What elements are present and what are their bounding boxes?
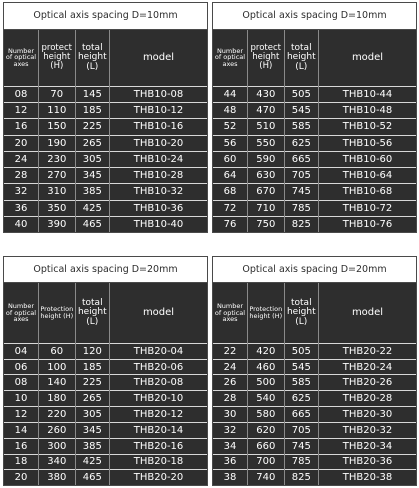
- cell-axes: 04: [4, 343, 39, 359]
- cell-protect-height: 150: [39, 119, 76, 135]
- cell-axes: 12: [4, 407, 39, 423]
- cell-protect-height: 180: [39, 391, 76, 407]
- cell-total-height: 505: [284, 343, 319, 359]
- cell-axes: 56: [213, 135, 248, 151]
- table-row: [4, 422, 207, 438]
- cell-protect-height: 550: [248, 135, 285, 151]
- header-model: model: [110, 29, 207, 86]
- header-model: model: [319, 29, 416, 86]
- table-row: [213, 135, 416, 151]
- table-body: [4, 343, 207, 485]
- cell-model: THB10-76: [319, 216, 416, 232]
- cell-protect-height: 420: [248, 343, 285, 359]
- table-row: [213, 454, 416, 470]
- table-row: [213, 375, 416, 391]
- table-row: [4, 119, 207, 135]
- header-protect-height: protect height (H): [248, 29, 285, 86]
- table-row: [4, 375, 207, 391]
- cell-total-height: 625: [284, 391, 319, 407]
- cell-axes: 38: [213, 470, 248, 485]
- cell-model: THB10-20: [110, 135, 207, 151]
- header-total-height: total height (L): [75, 29, 110, 86]
- cell-model: THB20-12: [110, 407, 207, 423]
- cell-axes: 16: [4, 438, 39, 454]
- cell-total-height: 185: [75, 103, 110, 119]
- cell-model: THB10-36: [110, 200, 207, 216]
- cell-protect-height: 230: [39, 151, 76, 167]
- cell-axes: 76: [213, 216, 248, 232]
- cell-protect-height: 70: [39, 86, 76, 102]
- cell-axes: 28: [213, 391, 248, 407]
- cell-total-height: 425: [75, 454, 110, 470]
- cell-model: THB20-10: [110, 391, 207, 407]
- cell-total-height: 265: [75, 391, 110, 407]
- table-row: [4, 86, 207, 102]
- cell-protect-height: 510: [248, 119, 285, 135]
- header-protect-height: protect height (H): [39, 29, 76, 86]
- cell-model: THB10-08: [110, 86, 207, 102]
- cell-axes: 64: [213, 168, 248, 184]
- table-row: [213, 422, 416, 438]
- cell-total-height: 345: [75, 168, 110, 184]
- cell-protect-height: 340: [39, 454, 76, 470]
- cell-model: THB10-16: [110, 119, 207, 135]
- cell-model: THB20-18: [110, 454, 207, 470]
- cell-protect-height: 590: [248, 151, 285, 167]
- cell-axes: 40: [4, 216, 39, 232]
- cell-total-height: 225: [75, 375, 110, 391]
- cell-axes: 14: [4, 422, 39, 438]
- cell-total-height: 385: [75, 438, 110, 454]
- cell-total-height: 185: [75, 359, 110, 375]
- cell-protect-height: 630: [248, 168, 285, 184]
- table-row: [213, 470, 416, 485]
- cell-model: THB20-16: [110, 438, 207, 454]
- header-protection-height: Protection height (H): [248, 283, 285, 344]
- cell-axes: 32: [213, 422, 248, 438]
- cell-protect-height: 460: [248, 359, 285, 375]
- cell-protect-height: 700: [248, 454, 285, 470]
- cell-protect-height: 580: [248, 407, 285, 423]
- table-row: [213, 168, 416, 184]
- cell-total-height: 145: [75, 86, 110, 102]
- spec-table: [4, 257, 207, 485]
- table-row: [213, 343, 416, 359]
- cell-total-height: 825: [284, 470, 319, 485]
- cell-axes: 20: [4, 135, 39, 151]
- cell-total-height: 785: [284, 454, 319, 470]
- cell-protect-height: 260: [39, 422, 76, 438]
- cell-total-height: 625: [284, 135, 319, 151]
- cell-protect-height: 270: [39, 168, 76, 184]
- cell-total-height: 825: [284, 216, 319, 232]
- table-title: Optical axis spacing D=20mm: [4, 257, 207, 283]
- cell-protect-height: 100: [39, 359, 76, 375]
- cell-total-height: 665: [284, 151, 319, 167]
- cell-total-height: 785: [284, 200, 319, 216]
- cell-total-height: 305: [75, 151, 110, 167]
- header-total-height: total height (L): [284, 283, 319, 344]
- cell-protect-height: 540: [248, 391, 285, 407]
- table-row: [4, 391, 207, 407]
- cell-model: THB20-08: [110, 375, 207, 391]
- table-row: [4, 470, 207, 485]
- cell-axes: 60: [213, 151, 248, 167]
- spec-table-d20-right: [212, 256, 417, 486]
- table-row: [213, 184, 416, 200]
- spec-table-d10-left: [3, 2, 208, 233]
- header-total-height: total height (L): [75, 283, 110, 344]
- table-row: [4, 135, 207, 151]
- table-row: [4, 407, 207, 423]
- cell-model: THB20-14: [110, 422, 207, 438]
- cell-model: THB20-38: [319, 470, 416, 485]
- cell-model: THB10-68: [319, 184, 416, 200]
- table-title: Optical axis spacing D=20mm: [213, 257, 416, 283]
- cell-protect-height: 390: [39, 216, 76, 232]
- cell-axes: 16: [4, 119, 39, 135]
- cell-total-height: 745: [284, 184, 319, 200]
- cell-model: THB10-72: [319, 200, 416, 216]
- cell-axes: 36: [213, 454, 248, 470]
- cell-model: THB10-24: [110, 151, 207, 167]
- cell-protect-height: 710: [248, 200, 285, 216]
- header-axes: Number of optical axes: [213, 29, 248, 86]
- cell-axes: 30: [213, 407, 248, 423]
- cell-axes: 20: [4, 470, 39, 485]
- table-row: [213, 407, 416, 423]
- cell-axes: 44: [213, 86, 248, 102]
- cell-total-height: 545: [284, 359, 319, 375]
- table-body: [213, 86, 416, 232]
- cell-protect-height: 60: [39, 343, 76, 359]
- cell-model: THB10-48: [319, 103, 416, 119]
- cell-model: THB20-32: [319, 422, 416, 438]
- table-row: [213, 216, 416, 232]
- cell-total-height: 225: [75, 119, 110, 135]
- cell-axes: 18: [4, 454, 39, 470]
- cell-total-height: 545: [284, 103, 319, 119]
- table-row: [213, 103, 416, 119]
- cell-model: THB10-12: [110, 103, 207, 119]
- cell-protect-height: 430: [248, 86, 285, 102]
- table-row: [213, 391, 416, 407]
- cell-protect-height: 750: [248, 216, 285, 232]
- cell-total-height: 465: [75, 216, 110, 232]
- cell-axes: 12: [4, 103, 39, 119]
- spec-table: [213, 257, 416, 485]
- cell-axes: 48: [213, 103, 248, 119]
- cell-total-height: 705: [284, 168, 319, 184]
- cell-model: THB10-44: [319, 86, 416, 102]
- cell-axes: 10: [4, 391, 39, 407]
- table-row: [4, 454, 207, 470]
- table-body: [213, 343, 416, 485]
- cell-total-height: 425: [75, 200, 110, 216]
- table-row: [4, 359, 207, 375]
- cell-axes: 24: [213, 359, 248, 375]
- cell-axes: 34: [213, 438, 248, 454]
- cell-model: THB20-28: [319, 391, 416, 407]
- header-axes: Number of optical axes: [4, 283, 39, 344]
- cell-axes: 52: [213, 119, 248, 135]
- table-row: [213, 119, 416, 135]
- table-row: [213, 438, 416, 454]
- cell-total-height: 345: [75, 422, 110, 438]
- cell-model: THB20-22: [319, 343, 416, 359]
- cell-protect-height: 350: [39, 200, 76, 216]
- cell-total-height: 705: [284, 422, 319, 438]
- table-row: [213, 359, 416, 375]
- cell-model: THB10-40: [110, 216, 207, 232]
- header-model: model: [319, 283, 416, 344]
- header-model: model: [110, 283, 207, 344]
- header-total-height: total height (L): [284, 29, 319, 86]
- table-row: [4, 168, 207, 184]
- header-protection-height: Protection height (H): [39, 283, 76, 344]
- cell-model: THB10-52: [319, 119, 416, 135]
- table-row: [213, 151, 416, 167]
- cell-total-height: 265: [75, 135, 110, 151]
- table-title: Optical axis spacing D=10mm: [4, 3, 207, 29]
- cell-protect-height: 310: [39, 184, 76, 200]
- cell-model: THB20-30: [319, 407, 416, 423]
- table-row: [4, 103, 207, 119]
- cell-total-height: 505: [284, 86, 319, 102]
- table-row: [4, 151, 207, 167]
- cell-model: THB20-20: [110, 470, 207, 485]
- cell-protect-height: 220: [39, 407, 76, 423]
- spec-table-d20-left: [3, 256, 208, 486]
- cell-protect-height: 300: [39, 438, 76, 454]
- cell-protect-height: 380: [39, 470, 76, 485]
- cell-protect-height: 140: [39, 375, 76, 391]
- cell-total-height: 665: [284, 407, 319, 423]
- cell-model: THB20-36: [319, 454, 416, 470]
- cell-model: THB10-32: [110, 184, 207, 200]
- cell-axes: 08: [4, 375, 39, 391]
- cell-axes: 36: [4, 200, 39, 216]
- cell-total-height: 305: [75, 407, 110, 423]
- spec-table: [213, 3, 416, 232]
- cell-total-height: 120: [75, 343, 110, 359]
- cell-axes: 26: [213, 375, 248, 391]
- cell-model: THB20-24: [319, 359, 416, 375]
- cell-total-height: 745: [284, 438, 319, 454]
- cell-protect-height: 660: [248, 438, 285, 454]
- cell-axes: 32: [4, 184, 39, 200]
- cell-total-height: 585: [284, 375, 319, 391]
- cell-model: THB10-64: [319, 168, 416, 184]
- cell-model: THB10-28: [110, 168, 207, 184]
- cell-total-height: 465: [75, 470, 110, 485]
- cell-protect-height: 470: [248, 103, 285, 119]
- spec-table: [4, 3, 207, 232]
- table-row: [213, 86, 416, 102]
- header-axes: Number of optical axes: [4, 29, 39, 86]
- cell-model: THB20-06: [110, 359, 207, 375]
- table-row: [4, 200, 207, 216]
- cell-protect-height: 740: [248, 470, 285, 485]
- table-row: [213, 200, 416, 216]
- table-body: [4, 86, 207, 232]
- cell-axes: 28: [4, 168, 39, 184]
- cell-model: THB10-60: [319, 151, 416, 167]
- cell-protect-height: 620: [248, 422, 285, 438]
- cell-model: THB20-34: [319, 438, 416, 454]
- cell-model: THB20-26: [319, 375, 416, 391]
- cell-protect-height: 500: [248, 375, 285, 391]
- table-row: [4, 216, 207, 232]
- table-row: [4, 438, 207, 454]
- cell-protect-height: 670: [248, 184, 285, 200]
- cell-total-height: 585: [284, 119, 319, 135]
- cell-model: THB20-04: [110, 343, 207, 359]
- cell-axes: 68: [213, 184, 248, 200]
- table-row: [4, 184, 207, 200]
- cell-model: THB10-56: [319, 135, 416, 151]
- cell-axes: 06: [4, 359, 39, 375]
- cell-axes: 24: [4, 151, 39, 167]
- cell-protect-height: 110: [39, 103, 76, 119]
- header-axes: Number of optical axes: [213, 283, 248, 344]
- cell-axes: 08: [4, 86, 39, 102]
- cell-total-height: 385: [75, 184, 110, 200]
- spec-table-d10-right: [212, 2, 417, 233]
- cell-protect-height: 190: [39, 135, 76, 151]
- cell-axes: 22: [213, 343, 248, 359]
- table-title: Optical axis spacing D=10mm: [213, 3, 416, 29]
- cell-axes: 72: [213, 200, 248, 216]
- table-row: [4, 343, 207, 359]
